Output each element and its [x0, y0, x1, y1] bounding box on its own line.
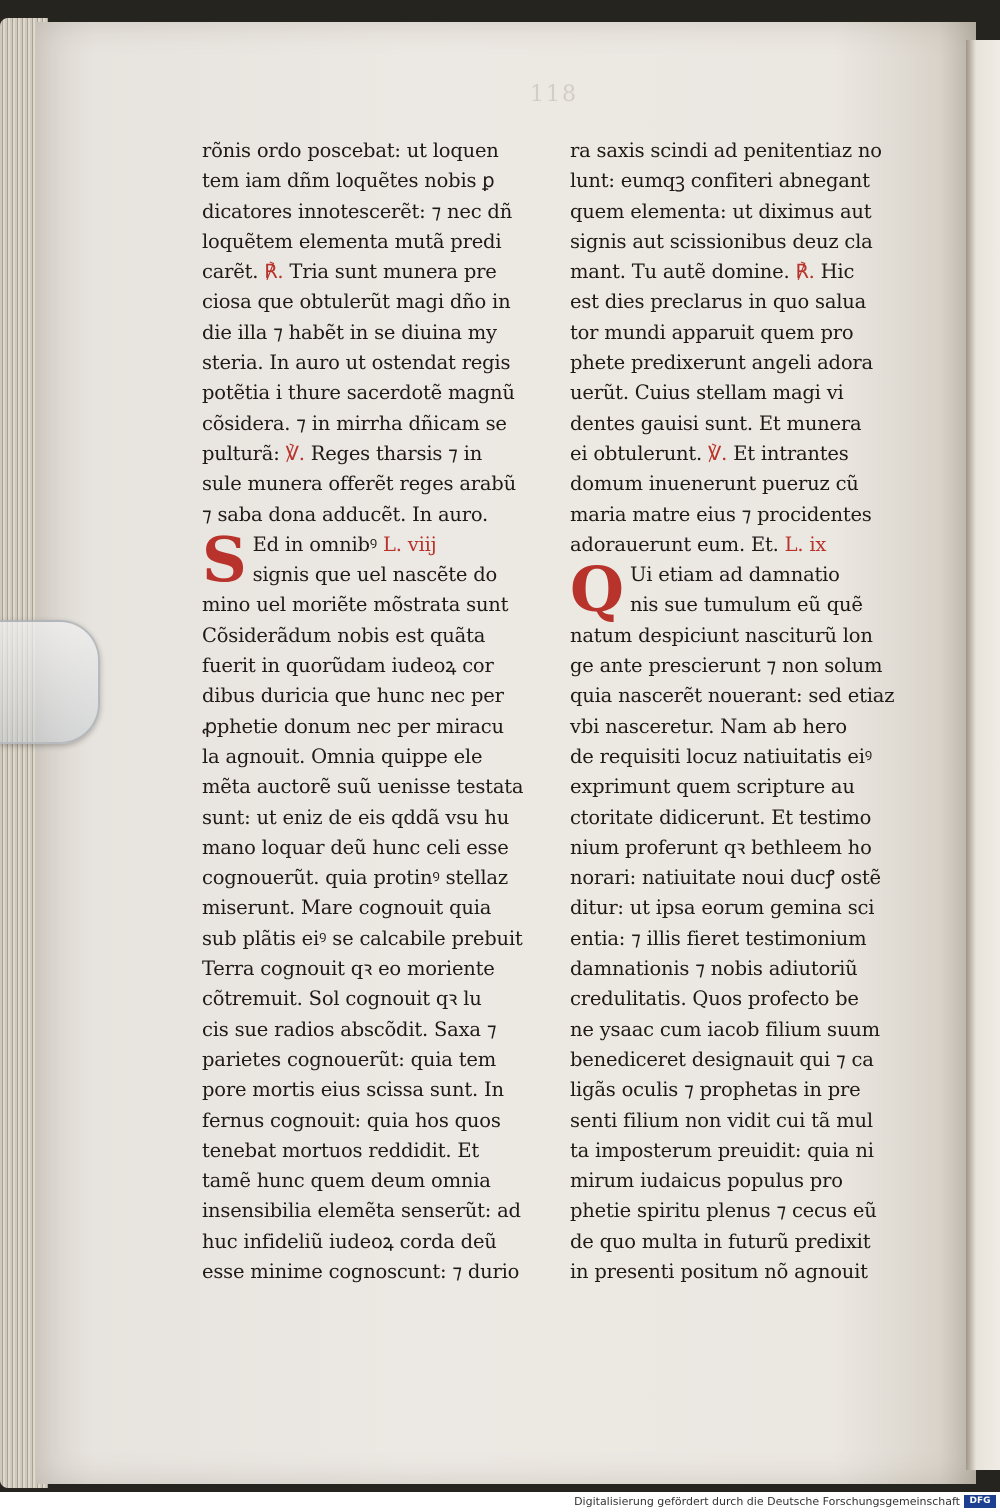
lectio-number: L. ix: [784, 532, 827, 556]
funding-note: Digitalisierung gefördert durch die Deutsche Forschungsgemeinschaft: [574, 1495, 960, 1508]
text-line: tamẽ hunc quem deum omnia: [202, 1169, 491, 1193]
text-line: ditur: ut ipsa eorum gemina sci: [570, 896, 875, 920]
text-line: ge ante prescierunt ⁊ non solum: [570, 654, 883, 678]
responsory-mark: ℟.: [264, 260, 284, 284]
text-line: phetie spiritu plenus ⁊ cecus eũ: [570, 1199, 877, 1223]
text-line: ⁊ saba dona adducẽt. In auro.: [202, 502, 489, 526]
footer-bar: [0, 1492, 1000, 1512]
text-line: senti filium non vidit cui tã mul: [570, 1108, 873, 1132]
text-line: lunt: eumqꝫ confiteri abnegant: [570, 169, 870, 193]
text-line: domum inuenerunt pueruz cũ: [570, 472, 859, 496]
text-line: potẽtia i thure sacerdotẽ magnũ: [202, 381, 515, 405]
folio-number: 118: [530, 82, 578, 107]
text-line: uerũt. Cuius stellam magi vi: [570, 381, 844, 405]
text-line: cognouerũt. quia protinꝰ stellaz: [202, 866, 508, 890]
text-line: loquẽtem elementa mutã predi: [202, 229, 502, 253]
text-line: dentes gauisi sunt. Et munera: [570, 411, 862, 435]
text-line: miserunt. Mare cognouit quia: [202, 896, 492, 920]
text-line: mant. Tu autẽ domine. ℟. Hic: [570, 260, 855, 284]
text-line: rõnis ordo poscebat: ut loquen: [202, 139, 499, 162]
text-line: signis aut scissionibus deuz cla: [570, 229, 873, 253]
text-line: damnationis ⁊ nobis adiutoriũ: [570, 957, 858, 981]
text-line: benediceret designauit qui ⁊ ca: [570, 1047, 874, 1071]
text-line: mirum iudaicus populus pro: [570, 1169, 843, 1193]
text-line: phete predixerunt angeli adora: [570, 351, 873, 375]
text-line: ligãs oculis ⁊ prophetas in pre: [570, 1078, 861, 1102]
rubricated-initial: Q: [570, 553, 625, 627]
text-line: ta imposterum preuidit: quia ni: [570, 1138, 874, 1162]
text-line: vbi nasceretur. Nam ab hero: [570, 714, 847, 738]
versicle-mark: ℣.: [708, 441, 728, 465]
text-line: parietes cognouerũt: quia tem: [202, 1047, 496, 1071]
text-line: maria matre eius ⁊ procidentes: [570, 502, 872, 526]
text-line: sule munera offerẽt reges arabũ: [202, 472, 516, 496]
text-line: exprimunt quem scripture au: [570, 775, 855, 799]
rubricated-initial: S: [202, 522, 247, 596]
text-line: Cõsiderãdum nobis est quãta: [202, 623, 486, 647]
text-line: Ui etiam ad damnatio: [630, 563, 840, 587]
text-line: nium proferunt qꝛ bethleem ho: [570, 835, 872, 859]
text-line: pore mortis eius scissa sunt. In: [202, 1078, 504, 1102]
responsory-mark: ℟.: [795, 260, 815, 284]
text-line: carẽt. ℟. Tria sunt munera pre: [202, 260, 497, 284]
text-line: esse minime cognoscunt: ⁊ durio: [202, 1259, 520, 1283]
text-line: mẽta auctorẽ suũ uenisse testata: [202, 775, 524, 799]
text-line: fernus cognouit: quia hos quos: [202, 1108, 501, 1132]
facing-page-edge: [966, 40, 1000, 1470]
text-line: cis sue radios abscõdit. Saxa ⁊: [202, 1017, 497, 1041]
text-line: die illa ⁊ habẽt in se diuina my: [202, 320, 497, 344]
text-line: fuerit in quorũdam iudeoꝝ cor: [202, 654, 494, 678]
text-line: la agnouit. Omnia quippe ele: [202, 744, 483, 768]
text-line: mano loquar deũ hunc celi esse: [202, 835, 509, 859]
text-line: sub plãtis eiꝰ se calcabile prebuit: [202, 926, 523, 950]
text-line: Terra cognouit qꝛ eo moriente: [202, 957, 495, 981]
text-line: sunt: ut eniz de eis qddã vsu hu: [202, 805, 510, 829]
text-line: cõtremuit. Sol cognouit qꝛ lu: [202, 987, 482, 1011]
text-line: entia: ⁊ illis fieret testimonium: [570, 926, 867, 950]
text-line: cõsidera. ⁊ in mirrha dñicam se: [202, 411, 507, 435]
text-line: ciosa que obtulerũt magi dño in: [202, 290, 511, 314]
text-line: ne ysaac cum iacob filium suum: [570, 1017, 880, 1041]
versicle-mark: ℣.: [285, 441, 305, 465]
left-column: [202, 136, 550, 1287]
text-line: de requisiti locuz natiuitatis eiꝰ: [570, 744, 873, 768]
text-line: dicatores innotescerẽt: ⁊ nec dñ: [202, 199, 513, 223]
text-line: ra saxis scindi ad penitentiaz no: [570, 139, 882, 162]
text-line: steria. In auro ut ostendat regis: [202, 351, 511, 375]
right-column: [570, 136, 910, 1287]
text-line: tenebat mortuos reddidit. Et: [202, 1138, 479, 1162]
text-line: S Ed in omnibꝰ L. viij: [202, 522, 437, 596]
text-line: in presenti positum nõ agnouit: [570, 1259, 868, 1283]
text-line: ei obtulerunt. ℣. Et intrantes: [570, 441, 849, 465]
text-line: adorauerunt eum. Et. L. ix: [570, 532, 827, 556]
text-line: de quo multa in futurũ predixit: [570, 1229, 871, 1253]
text-line: quem elementa: ut diximus aut: [570, 199, 872, 223]
text-line: credulitatis. Quos profecto be: [570, 987, 859, 1011]
text-line: tem iam dñm loquẽtes nobis ꝑ: [202, 169, 495, 193]
text-line: ꝓphetie donum nec per miracu: [202, 714, 504, 738]
dfg-logo: DFG: [964, 1495, 996, 1508]
page-clip: [0, 620, 100, 744]
text-line: signis que uel nascẽte do: [252, 563, 498, 587]
text-line: insensibilia elemẽta senserũt: ad: [202, 1199, 521, 1223]
text-line: tor mundi apparuit quem pro: [570, 320, 854, 344]
text-line: ctoritate didicerunt. Et testimo: [570, 805, 872, 829]
text-line: dibus duricia que hunc nec per: [202, 684, 504, 708]
text-line: pulturã: ℣. Reges tharsis ⁊ in: [202, 441, 483, 465]
lectio-number: L. viij: [383, 532, 437, 556]
text-line: huc infideliũ iudeoꝝ corda deũ: [202, 1229, 497, 1253]
text-line: est dies preclarus in quo salua: [570, 290, 867, 314]
text-line: natum despiciunt nasciturũ lon: [570, 623, 873, 647]
text-line: quia nascerẽt nouerant: sed etiaz: [570, 684, 895, 708]
text-line: norari: natiuitate noui ducꝭ ostẽ: [570, 866, 881, 890]
text-line: nis sue tumulum eũ quẽ: [630, 593, 863, 617]
text-line: mino uel moriẽte mõstrata sunt: [202, 593, 509, 617]
